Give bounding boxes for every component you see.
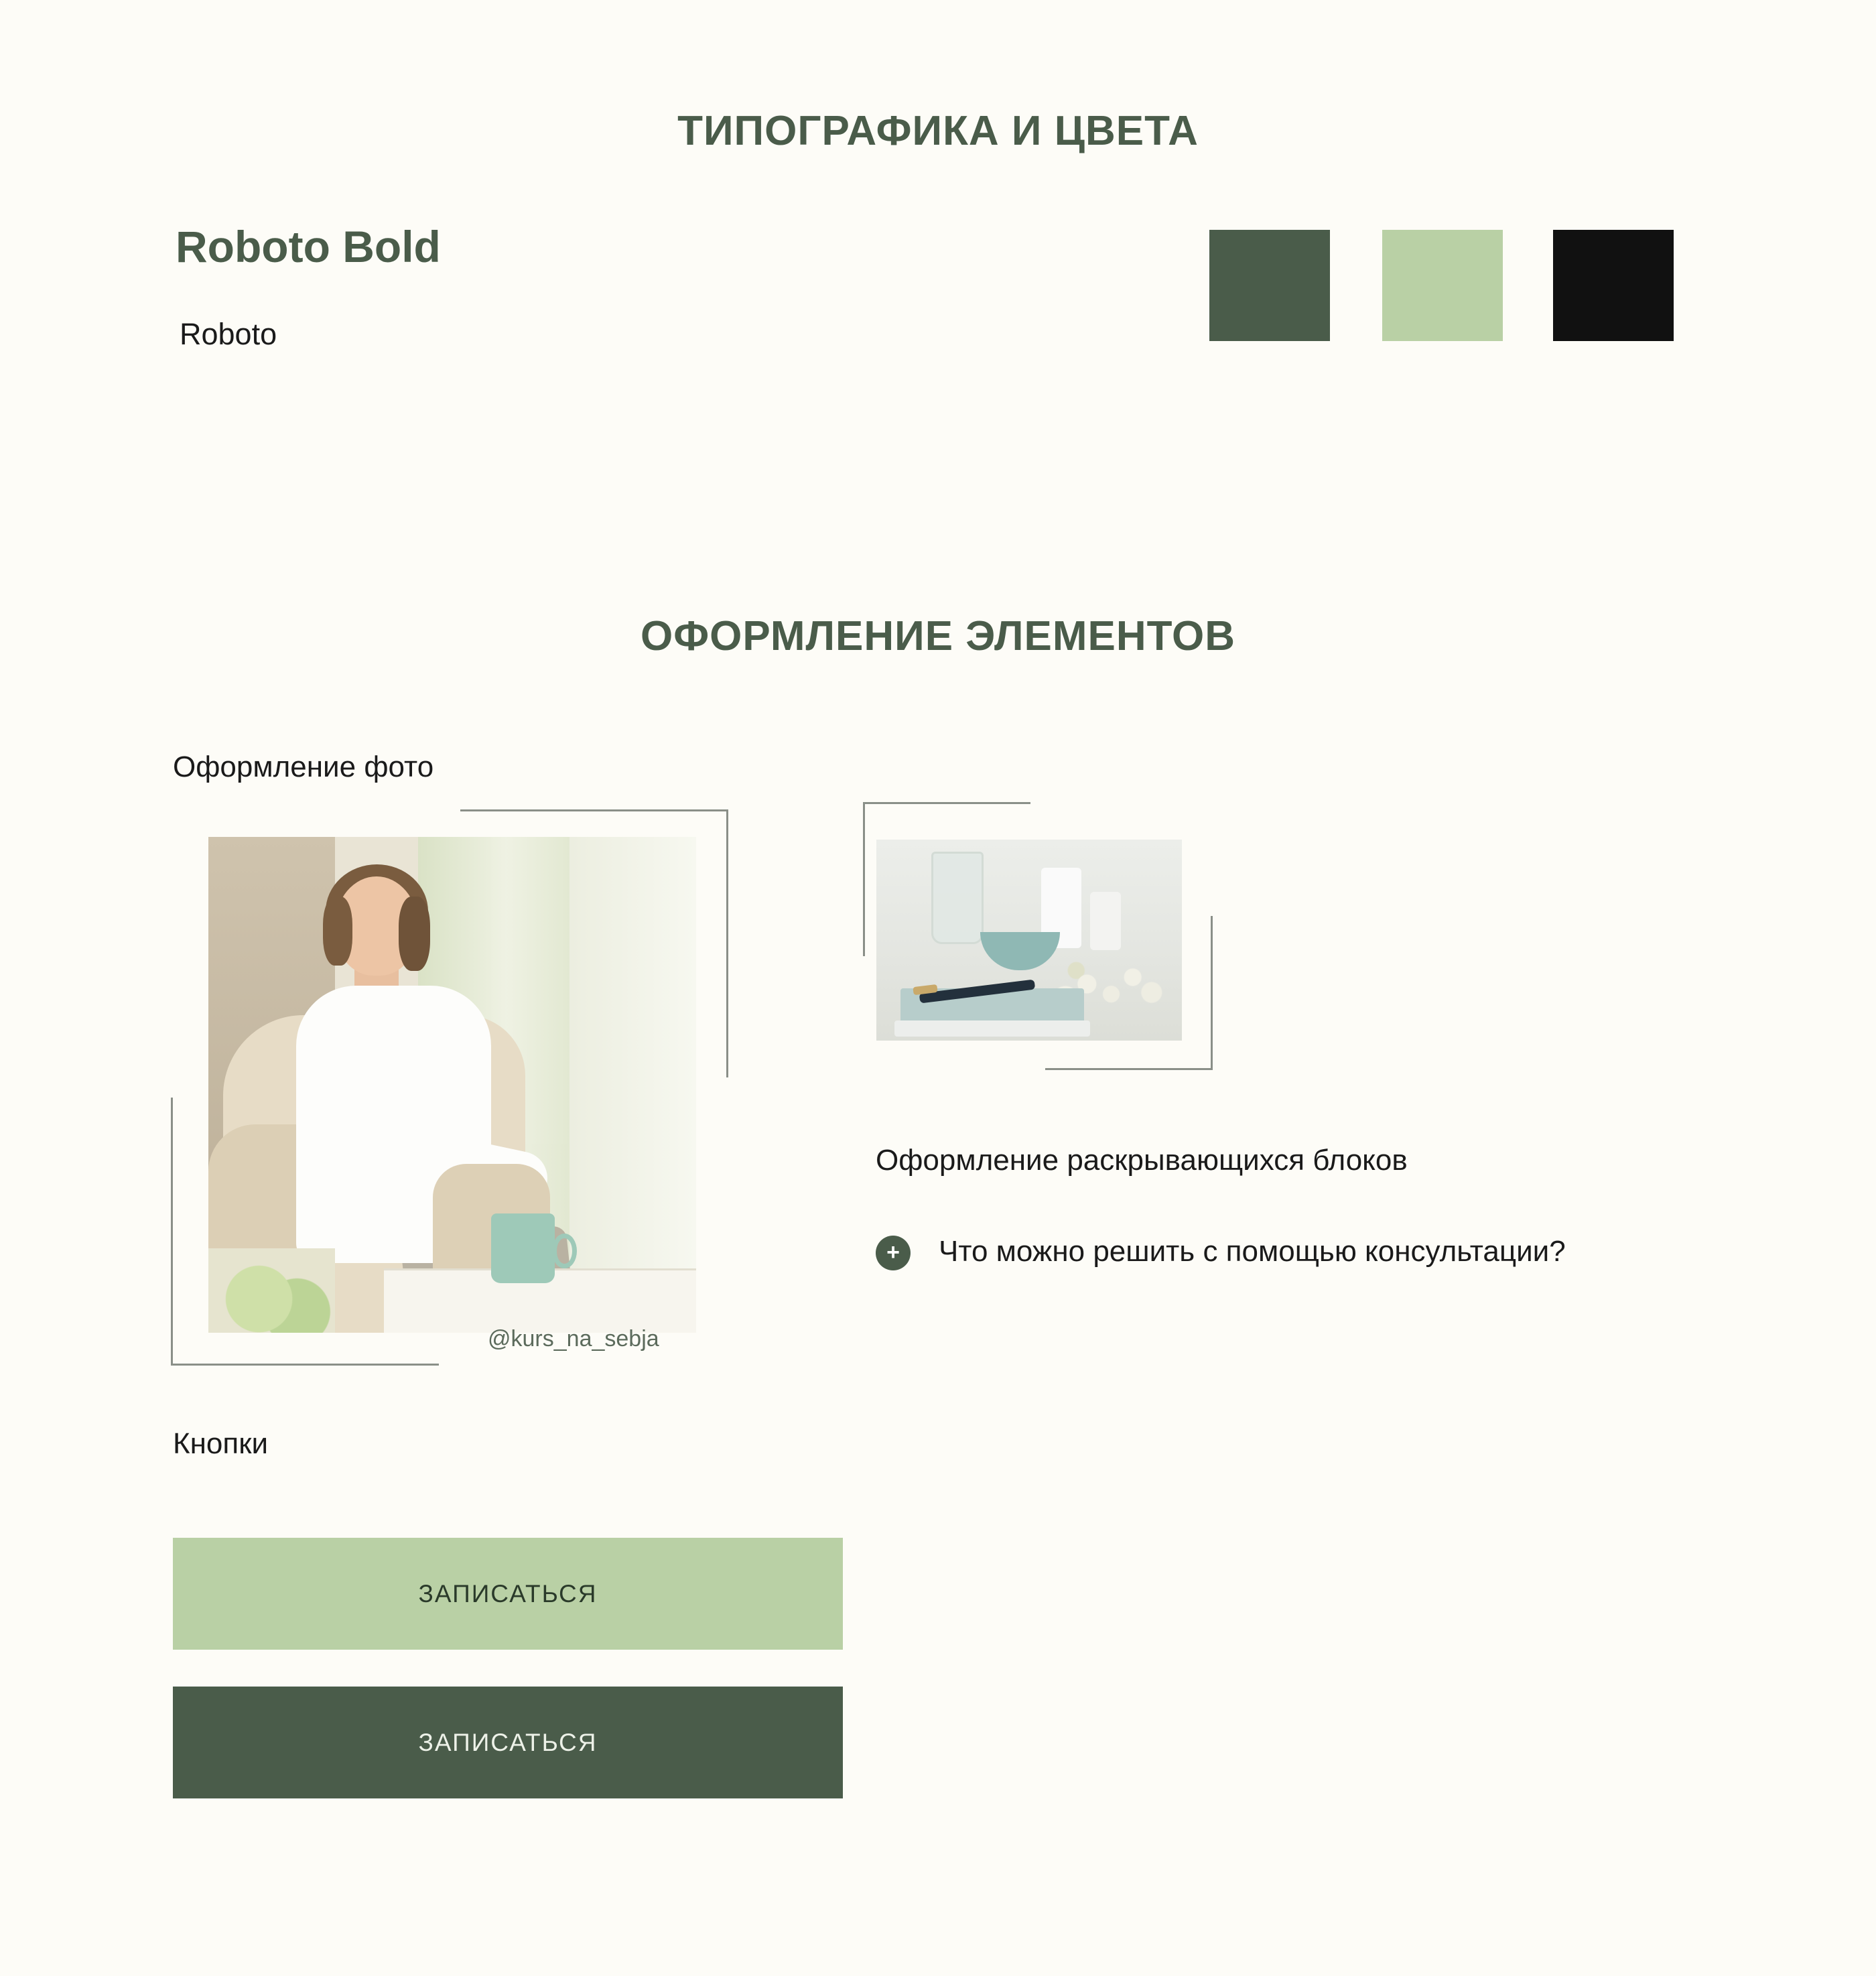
- font-sample-bold: Roboto Bold: [176, 222, 441, 271]
- font-sample-regular: Roboto: [180, 317, 277, 351]
- label-photo-styling: Оформление фото: [173, 750, 434, 783]
- photo-portrait: [208, 837, 696, 1333]
- accordion-item[interactable]: [876, 1232, 1613, 1271]
- page-title-typography: ТИПОГРАФИКА И ЦВЕТА: [677, 107, 1199, 154]
- color-swatch-black: [1553, 230, 1674, 341]
- signup-button-dark[interactable]: ЗАПИСАТЬСЯ: [173, 1687, 843, 1798]
- plus-icon[interactable]: +: [876, 1236, 911, 1270]
- accordion-question-label: Что можно решить с помощью консультации?: [939, 1235, 1566, 1268]
- signup-button-light[interactable]: ЗАПИСАТЬСЯ: [173, 1538, 843, 1650]
- photo-caption-handle: @kurs_na_sebja: [488, 1326, 659, 1352]
- label-accordion-styling: Оформление раскрывающихся блоков: [876, 1144, 1408, 1177]
- label-buttons: Кнопки: [173, 1427, 269, 1460]
- page-title-elements: ОФОРМЛЕНИЕ ЭЛЕМЕНТОВ: [640, 612, 1236, 659]
- color-swatch-light-green: [1382, 230, 1503, 341]
- color-swatch-dark-green: [1209, 230, 1330, 341]
- photo-still-life: [876, 840, 1182, 1041]
